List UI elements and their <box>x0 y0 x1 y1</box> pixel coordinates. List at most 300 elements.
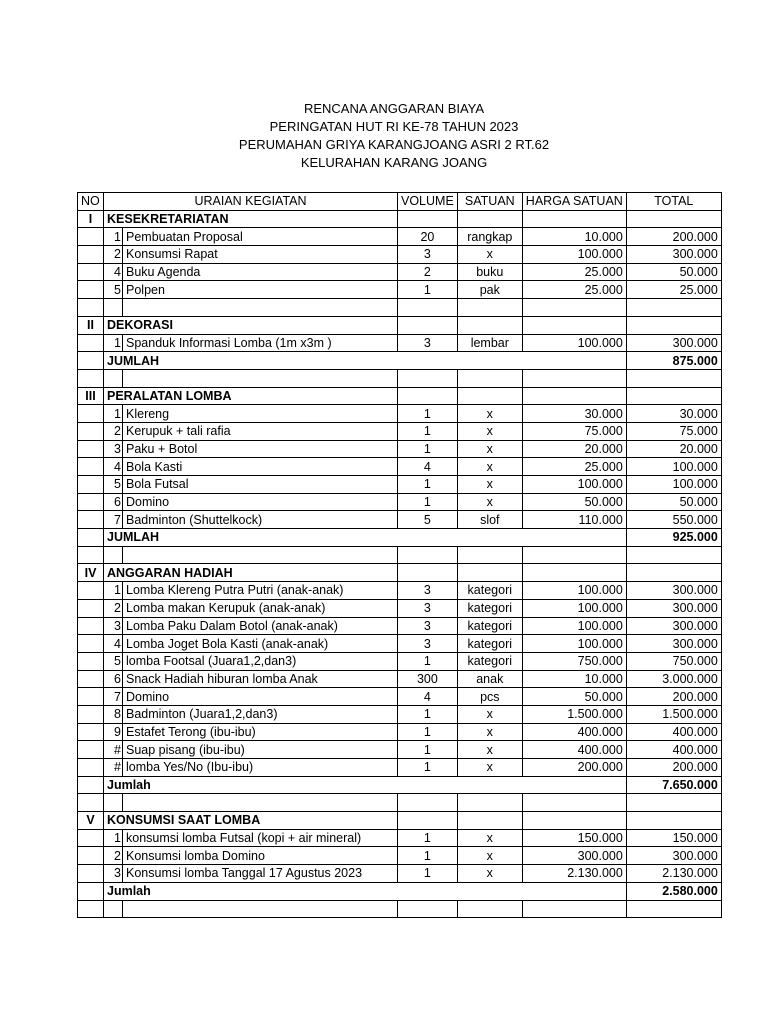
item-harga-satuan: 1.500.000 <box>522 705 626 723</box>
spacer-row <box>78 369 722 387</box>
item-index: 5 <box>104 476 123 494</box>
table-row <box>78 582 722 600</box>
blank-cell <box>626 812 721 830</box>
title-line-4: KELURAHAN KARANG JOANG <box>300 155 488 170</box>
item-harga-satuan: 750.000 <box>522 652 626 670</box>
blank-cell <box>78 794 104 812</box>
table-row <box>78 405 722 423</box>
blank-cell <box>457 316 522 334</box>
header-row <box>78 193 722 211</box>
item-satuan: x <box>457 246 522 264</box>
item-total: 300.000 <box>626 582 721 600</box>
item-volume: 1 <box>398 281 458 299</box>
item-harga-satuan: 100.000 <box>522 617 626 635</box>
item-index: 6 <box>104 493 123 511</box>
item-volume: 3 <box>398 617 458 635</box>
item-description: lomba Yes/No (Ibu-ibu) <box>123 759 398 777</box>
item-description: Konsumsi lomba Domino <box>123 847 398 865</box>
item-description: Domino <box>123 688 398 706</box>
table-row <box>78 493 722 511</box>
blank-cell <box>123 900 398 918</box>
blank-cell <box>457 794 522 812</box>
table-row <box>78 759 722 777</box>
item-satuan: kategori <box>457 582 522 600</box>
jumlah-value: 7.650.000 <box>626 776 721 794</box>
spacer-row <box>78 794 722 812</box>
title-line-3: PERUMAHAN GRIYA KARANGJOANG ASRI 2 RT.62 <box>238 137 550 152</box>
section-number: V <box>78 812 104 830</box>
item-harga-satuan: 100.000 <box>522 246 626 264</box>
item-total: 25.000 <box>626 281 721 299</box>
table-row <box>78 652 722 670</box>
blank-cell <box>398 210 458 228</box>
spacer-row <box>78 900 722 918</box>
blank-cell <box>626 387 721 405</box>
blank-cell <box>78 882 104 900</box>
item-description: Badminton (Juara1,2,dan3) <box>123 705 398 723</box>
table-row <box>78 829 722 847</box>
blank-cell <box>78 228 104 246</box>
budget-table-body <box>78 193 722 918</box>
item-satuan: x <box>457 741 522 759</box>
item-harga-satuan: 50.000 <box>522 493 626 511</box>
budget-table <box>77 192 722 918</box>
item-description: Lomba makan Kerupuk (anak-anak) <box>123 599 398 617</box>
item-total: 100.000 <box>626 458 721 476</box>
item-index: 2 <box>104 246 123 264</box>
blank-cell <box>522 546 626 564</box>
item-description: Pembuatan Proposal <box>123 228 398 246</box>
jumlah-row <box>78 352 722 370</box>
item-harga-satuan: 20.000 <box>522 440 626 458</box>
table-row <box>78 670 722 688</box>
item-harga-satuan: 25.000 <box>522 458 626 476</box>
item-index: 1 <box>104 829 123 847</box>
item-total: 200.000 <box>626 759 721 777</box>
item-harga-satuan: 25.000 <box>522 263 626 281</box>
title-line-1: RENCANA ANGGARAN BIAYA <box>303 101 485 116</box>
item-harga-satuan: 10.000 <box>522 670 626 688</box>
item-satuan: x <box>457 723 522 741</box>
item-total: 400.000 <box>626 741 721 759</box>
spacer-row <box>78 299 722 317</box>
item-total: 550.000 <box>626 511 721 529</box>
item-total: 1.500.000 <box>626 705 721 723</box>
item-description: Badminton (Shuttelkock) <box>123 511 398 529</box>
title-line-2: PERINGATAN HUT RI KE-78 TAHUN 2023 <box>269 119 519 134</box>
item-description: Bola Kasti <box>123 458 398 476</box>
blank-cell <box>78 900 104 918</box>
item-harga-satuan: 25.000 <box>522 281 626 299</box>
item-index: 2 <box>104 847 123 865</box>
table-row <box>78 511 722 529</box>
blank-cell <box>78 546 104 564</box>
item-volume: 1 <box>398 723 458 741</box>
table-row <box>78 440 722 458</box>
item-volume: 1 <box>398 741 458 759</box>
item-satuan: x <box>457 476 522 494</box>
blank-cell <box>78 458 104 476</box>
blank-cell <box>522 564 626 582</box>
section-heading-row <box>78 812 722 830</box>
blank-cell <box>398 387 458 405</box>
blank-cell <box>78 511 104 529</box>
item-description: Spanduk Informasi Lomba (1m x3m ) <box>123 334 398 352</box>
item-harga-satuan: 100.000 <box>522 635 626 653</box>
table-row <box>78 334 722 352</box>
item-satuan: x <box>457 458 522 476</box>
table-row <box>78 246 722 264</box>
item-index: 7 <box>104 688 123 706</box>
blank-cell <box>78 741 104 759</box>
blank-cell <box>78 582 104 600</box>
item-index: 3 <box>104 865 123 883</box>
item-satuan: x <box>457 847 522 865</box>
item-index: 1 <box>104 405 123 423</box>
blank-cell <box>78 299 104 317</box>
item-total: 300.000 <box>626 246 721 264</box>
item-harga-satuan: 50.000 <box>522 688 626 706</box>
blank-cell <box>398 812 458 830</box>
section-number: I <box>78 210 104 228</box>
section-name: KESEKRETARIATAN <box>104 210 398 228</box>
item-satuan: pcs <box>457 688 522 706</box>
item-total: 400.000 <box>626 723 721 741</box>
blank-cell <box>78 670 104 688</box>
item-index: 8 <box>104 705 123 723</box>
blank-cell <box>78 281 104 299</box>
blank-cell <box>123 794 398 812</box>
spacer-row <box>78 546 722 564</box>
item-volume: 3 <box>398 334 458 352</box>
item-index: 9 <box>104 723 123 741</box>
item-satuan: kategori <box>457 599 522 617</box>
blank-cell <box>78 352 104 370</box>
item-volume: 1 <box>398 865 458 883</box>
item-total: 150.000 <box>626 829 721 847</box>
blank-cell <box>104 794 123 812</box>
item-harga-satuan: 100.000 <box>522 476 626 494</box>
blank-cell <box>522 316 626 334</box>
item-total: 2.130.000 <box>626 865 721 883</box>
item-total: 200.000 <box>626 228 721 246</box>
table-row <box>78 476 722 494</box>
item-description: konsumsi lomba Futsal (kopi + air mineral) <box>123 829 398 847</box>
item-satuan: x <box>457 759 522 777</box>
item-total: 300.000 <box>626 599 721 617</box>
item-total: 750.000 <box>626 652 721 670</box>
item-volume: 1 <box>398 652 458 670</box>
blank-cell <box>398 316 458 334</box>
item-volume: 1 <box>398 759 458 777</box>
item-index: 5 <box>104 652 123 670</box>
item-description: lomba Footsal (Juara1,2,dan3) <box>123 652 398 670</box>
blank-cell <box>457 299 522 317</box>
item-total: 3.000.000 <box>626 670 721 688</box>
item-total: 200.000 <box>626 688 721 706</box>
section-heading-row <box>78 316 722 334</box>
item-satuan: x <box>457 422 522 440</box>
blank-cell <box>78 599 104 617</box>
blank-cell <box>522 299 626 317</box>
item-volume: 5 <box>398 511 458 529</box>
item-satuan: kategori <box>457 652 522 670</box>
section-number: III <box>78 387 104 405</box>
blank-cell <box>457 546 522 564</box>
blank-cell <box>626 316 721 334</box>
table-row <box>78 458 722 476</box>
item-index: 4 <box>104 635 123 653</box>
header-volume: VOLUME <box>398 193 458 211</box>
blank-cell <box>78 440 104 458</box>
blank-cell <box>522 794 626 812</box>
header-satuan: SATUAN <box>457 193 522 211</box>
item-description: Buku Agenda <box>123 263 398 281</box>
item-harga-satuan: 30.000 <box>522 405 626 423</box>
item-harga-satuan: 200.000 <box>522 759 626 777</box>
item-index: # <box>104 759 123 777</box>
item-satuan: kategori <box>457 617 522 635</box>
item-description: Lomba Joget Bola Kasti (anak-anak) <box>123 635 398 653</box>
blank-cell <box>457 812 522 830</box>
blank-cell <box>78 529 104 547</box>
blank-cell <box>78 422 104 440</box>
item-total: 300.000 <box>626 847 721 865</box>
header-no: NO <box>78 193 104 211</box>
item-volume: 1 <box>398 847 458 865</box>
jumlah-row <box>78 529 722 547</box>
item-description: Konsumsi Rapat <box>123 246 398 264</box>
item-total: 20.000 <box>626 440 721 458</box>
item-index: # <box>104 741 123 759</box>
section-name: DEKORASI <box>104 316 398 334</box>
item-volume: 4 <box>398 458 458 476</box>
item-harga-satuan: 10.000 <box>522 228 626 246</box>
blank-cell <box>626 299 721 317</box>
header-harga: HARGA SATUAN <box>522 193 626 211</box>
item-harga-satuan: 300.000 <box>522 847 626 865</box>
item-volume: 3 <box>398 246 458 264</box>
item-harga-satuan: 150.000 <box>522 829 626 847</box>
table-row <box>78 617 722 635</box>
item-satuan: x <box>457 493 522 511</box>
item-satuan: slof <box>457 511 522 529</box>
blank-cell <box>398 900 458 918</box>
blank-cell <box>78 705 104 723</box>
item-index: 1 <box>104 228 123 246</box>
table-row <box>78 422 722 440</box>
blank-cell <box>104 299 123 317</box>
item-total: 50.000 <box>626 493 721 511</box>
item-volume: 1 <box>398 422 458 440</box>
item-volume: 300 <box>398 670 458 688</box>
item-volume: 3 <box>398 582 458 600</box>
item-index: 1 <box>104 334 123 352</box>
item-description: Snack Hadiah hiburan lomba Anak <box>123 670 398 688</box>
table-row <box>78 741 722 759</box>
item-total: 300.000 <box>626 334 721 352</box>
item-satuan: kategori <box>457 635 522 653</box>
item-total: 300.000 <box>626 617 721 635</box>
item-harga-satuan: 400.000 <box>522 741 626 759</box>
jumlah-label: JUMLAH <box>104 352 627 370</box>
item-satuan: lembar <box>457 334 522 352</box>
blank-cell <box>78 865 104 883</box>
blank-cell <box>78 847 104 865</box>
item-description: Bola Futsal <box>123 476 398 494</box>
blank-cell <box>398 794 458 812</box>
item-satuan: x <box>457 865 522 883</box>
item-harga-satuan: 100.000 <box>522 582 626 600</box>
table-row <box>78 847 722 865</box>
table-row <box>78 263 722 281</box>
item-volume: 1 <box>398 493 458 511</box>
table-row <box>78 635 722 653</box>
blank-cell <box>522 369 626 387</box>
item-volume: 4 <box>398 688 458 706</box>
blank-cell <box>457 564 522 582</box>
item-index: 1 <box>104 582 123 600</box>
blank-cell <box>78 617 104 635</box>
jumlah-label: Jumlah <box>104 776 627 794</box>
blank-cell <box>398 369 458 387</box>
table-row <box>78 599 722 617</box>
section-heading-row <box>78 387 722 405</box>
blank-cell <box>522 210 626 228</box>
table-row <box>78 723 722 741</box>
item-satuan: x <box>457 405 522 423</box>
blank-cell <box>78 652 104 670</box>
item-volume: 1 <box>398 705 458 723</box>
item-satuan: anak <box>457 670 522 688</box>
jumlah-value: 875.000 <box>626 352 721 370</box>
item-satuan: buku <box>457 263 522 281</box>
item-volume: 1 <box>398 405 458 423</box>
blank-cell <box>78 688 104 706</box>
blank-cell <box>104 900 123 918</box>
item-volume: 20 <box>398 228 458 246</box>
blank-cell <box>398 299 458 317</box>
blank-cell <box>123 369 398 387</box>
document-title <box>0 100 768 172</box>
item-satuan: pak <box>457 281 522 299</box>
item-index: 3 <box>104 440 123 458</box>
item-harga-satuan: 75.000 <box>522 422 626 440</box>
item-description: Estafet Terong (ibu-ibu) <box>123 723 398 741</box>
blank-cell <box>457 387 522 405</box>
blank-cell <box>522 387 626 405</box>
section-name: ANGGARAN HADIAH <box>104 564 398 582</box>
item-harga-satuan: 100.000 <box>522 599 626 617</box>
item-volume: 2 <box>398 263 458 281</box>
item-volume: 1 <box>398 476 458 494</box>
item-satuan: x <box>457 829 522 847</box>
item-description: Lomba Klereng Putra Putri (anak-anak) <box>123 582 398 600</box>
blank-cell <box>78 334 104 352</box>
item-harga-satuan: 100.000 <box>522 334 626 352</box>
item-description: Polpen <box>123 281 398 299</box>
jumlah-value: 2.580.000 <box>626 882 721 900</box>
blank-cell <box>78 476 104 494</box>
blank-cell <box>123 299 398 317</box>
section-number: II <box>78 316 104 334</box>
table-row <box>78 281 722 299</box>
item-description: Kerupuk + tali rafia <box>123 422 398 440</box>
item-index: 3 <box>104 617 123 635</box>
section-name: KONSUMSI SAAT LOMBA <box>104 812 398 830</box>
item-description: Suap pisang (ibu-ibu) <box>123 741 398 759</box>
item-index: 6 <box>104 670 123 688</box>
blank-cell <box>457 900 522 918</box>
blank-cell <box>78 829 104 847</box>
header-total: TOTAL <box>626 193 721 211</box>
item-description: Lomba Paku Dalam Botol (anak-anak) <box>123 617 398 635</box>
table-row <box>78 688 722 706</box>
item-total: 100.000 <box>626 476 721 494</box>
item-satuan: x <box>457 440 522 458</box>
item-satuan: x <box>457 705 522 723</box>
section-heading-row <box>78 564 722 582</box>
blank-cell <box>104 546 123 564</box>
blank-cell <box>398 546 458 564</box>
blank-cell <box>626 900 721 918</box>
item-volume: 3 <box>398 635 458 653</box>
item-volume: 1 <box>398 440 458 458</box>
blank-cell <box>626 794 721 812</box>
item-satuan: rangkap <box>457 228 522 246</box>
blank-cell <box>78 759 104 777</box>
blank-cell <box>78 369 104 387</box>
item-index: 4 <box>104 263 123 281</box>
item-volume: 3 <box>398 599 458 617</box>
item-volume: 1 <box>398 829 458 847</box>
table-row <box>78 865 722 883</box>
item-index: 2 <box>104 422 123 440</box>
blank-cell <box>123 546 398 564</box>
blank-cell <box>398 564 458 582</box>
blank-cell <box>457 369 522 387</box>
blank-cell <box>78 635 104 653</box>
item-index: 5 <box>104 281 123 299</box>
blank-cell <box>457 210 522 228</box>
blank-cell <box>522 812 626 830</box>
item-total: 30.000 <box>626 405 721 423</box>
blank-cell <box>626 210 721 228</box>
item-description: Domino <box>123 493 398 511</box>
item-total: 300.000 <box>626 635 721 653</box>
item-index: 7 <box>104 511 123 529</box>
jumlah-value: 925.000 <box>626 529 721 547</box>
blank-cell <box>78 405 104 423</box>
section-number: IV <box>78 564 104 582</box>
table-row <box>78 705 722 723</box>
blank-cell <box>78 263 104 281</box>
jumlah-row <box>78 882 722 900</box>
blank-cell <box>104 369 123 387</box>
item-harga-satuan: 2.130.000 <box>522 865 626 883</box>
jumlah-row <box>78 776 722 794</box>
item-description: Klereng <box>123 405 398 423</box>
item-total: 50.000 <box>626 263 721 281</box>
blank-cell <box>522 900 626 918</box>
section-heading-row <box>78 210 722 228</box>
blank-cell <box>626 546 721 564</box>
item-index: 4 <box>104 458 123 476</box>
blank-cell <box>626 369 721 387</box>
jumlah-label: Jumlah <box>104 882 627 900</box>
blank-cell <box>626 564 721 582</box>
item-description: Konsumsi lomba Tanggal 17 Agustus 2023 <box>123 865 398 883</box>
